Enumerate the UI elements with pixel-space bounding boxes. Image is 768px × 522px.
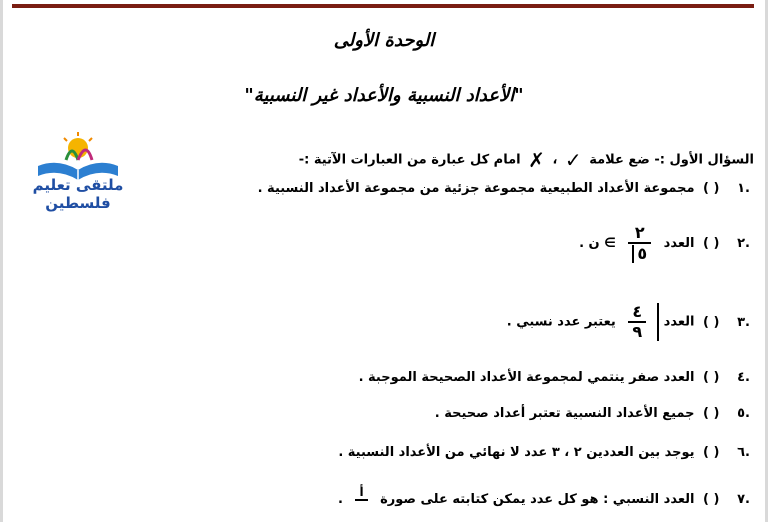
unit-title: الوحدة الأولى bbox=[333, 30, 435, 51]
header-rule bbox=[12, 4, 754, 8]
separator-comma: ، bbox=[552, 152, 558, 168]
item-text: العدد النسبي : هو كل عدد يمكن كتابته على صورة bbox=[380, 492, 695, 507]
item-number: .٦ bbox=[737, 445, 750, 460]
item-text: العدد bbox=[663, 235, 695, 251]
fraction-denominator: ٩ bbox=[632, 322, 643, 341]
square-root-icon bbox=[632, 245, 647, 263]
item-text: مجموعة الأعداد الطبيعية مجموعة جزئية من مجموعة الأعداد النسبية . bbox=[257, 181, 695, 196]
answer-blank: ( ) bbox=[703, 492, 720, 507]
item-number: .٥ bbox=[737, 406, 750, 421]
fraction bbox=[355, 485, 367, 501]
item-number: .٧ bbox=[737, 492, 750, 507]
item-number: .٤ bbox=[737, 370, 750, 385]
answer-blank: ( ) bbox=[703, 445, 720, 460]
question-instruction bbox=[299, 148, 754, 172]
item-text: العدد صفر ينتمي لمجموعة الأعداد الصحيحة الموجبة . bbox=[358, 370, 695, 385]
list-item-3 bbox=[507, 303, 750, 341]
question-rest: امام كل عبارة من العبارات الآتية :- bbox=[298, 152, 521, 168]
answer-blank: ( ) bbox=[703, 370, 720, 385]
answer-blank: ( ) bbox=[703, 314, 720, 330]
item-number: .٢ bbox=[737, 235, 750, 251]
list-item-6 bbox=[338, 445, 750, 460]
page-left-border bbox=[0, 0, 3, 522]
item-number: .١ bbox=[737, 181, 750, 196]
logo-text: ملتقى تعليم فلسطين bbox=[32, 176, 124, 212]
radicand: ٥ bbox=[637, 243, 648, 263]
fraction-numerator: أ bbox=[355, 485, 367, 501]
check-mark-icon: ✓ bbox=[564, 148, 582, 172]
fraction-denominator bbox=[628, 244, 651, 263]
fraction-numerator: ٢ bbox=[628, 224, 651, 244]
fraction bbox=[628, 224, 651, 263]
lesson-title: "الأعداد النسبية والأعداد غير النسبية" bbox=[244, 85, 524, 106]
item-after: . bbox=[337, 492, 343, 507]
list-item-5 bbox=[435, 406, 750, 421]
answer-blank: ( ) bbox=[703, 406, 720, 421]
question-label: السؤال الأول :- ضع علامة bbox=[589, 152, 754, 168]
cross-mark-icon: ✗ bbox=[528, 148, 545, 172]
item-text: يوجد بين العددين ٢ ، ٣ عدد لا نهائي من الأعداد النسبية . bbox=[338, 445, 695, 460]
item-after: ∋ ن . bbox=[579, 235, 616, 251]
item-after: يعتبر عدد نسبي . bbox=[506, 314, 616, 330]
fraction-numerator: ٤ bbox=[628, 303, 646, 323]
answer-blank: ( ) bbox=[703, 235, 720, 251]
item-text: العدد bbox=[663, 314, 695, 330]
answer-blank: ( ) bbox=[703, 181, 720, 196]
list-item-4 bbox=[359, 370, 750, 385]
list-item-7 bbox=[337, 484, 750, 507]
square-root-icon bbox=[620, 303, 659, 341]
item-text: جميع الأعداد النسبية تعتبر أعداد صحيحة . bbox=[434, 406, 695, 421]
fraction bbox=[628, 303, 646, 341]
list-item-1 bbox=[258, 181, 750, 196]
list-item-2 bbox=[579, 224, 750, 263]
item-number: .٣ bbox=[737, 314, 750, 330]
